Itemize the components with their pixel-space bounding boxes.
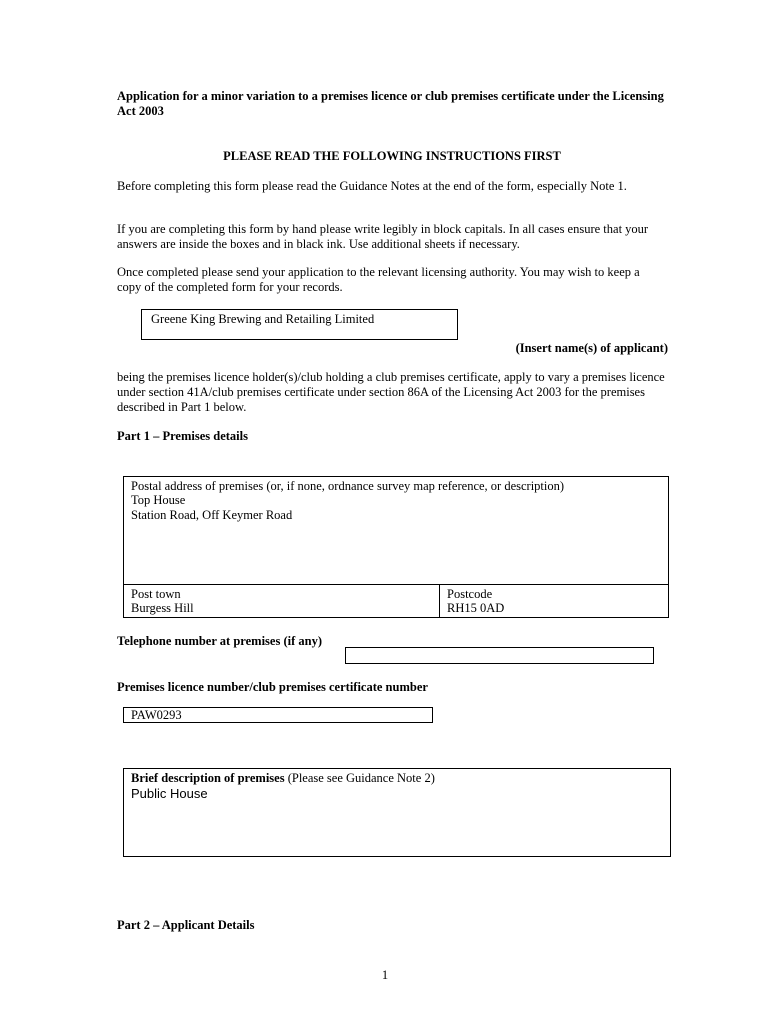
- premises-address-line1: Top House: [131, 493, 186, 507]
- applicant-statement: being the premises licence holder(s)/club holding a club premises certificate, apply to vary a premises licence under section 41A/club premises certificate under section 86A of the Licensing Act 2003 for the premises described in Part 1 below.: [117, 370, 665, 414]
- premises-address-box[interactable]: [123, 476, 669, 618]
- telephone-label: Telephone number at premises (if any): [117, 634, 322, 648]
- postcode-divider: [439, 584, 440, 617]
- applicant-name-value: Greene King Brewing and Retailing Limited: [151, 312, 375, 326]
- licence-number-field[interactable]: [123, 707, 433, 723]
- postcode-value: RH15 0AD: [447, 601, 505, 615]
- applicant-name-field[interactable]: [141, 309, 458, 340]
- description-value: Public House: [131, 786, 208, 801]
- telephone-field[interactable]: [345, 647, 654, 664]
- address-divider: [124, 584, 668, 585]
- postcode-label: Postcode: [447, 587, 493, 601]
- applicant-name-label: (Insert name(s) of applicant): [515, 341, 668, 355]
- page-number: 1: [381, 968, 389, 982]
- instruction-paragraph-3: Once completed please send your application to the relevant licensing authority. You may wish to keep a copy of the completed form for your records.: [117, 265, 640, 294]
- post-town-value: Burgess Hill: [131, 601, 194, 615]
- part2-heading: Part 2 – Applicant Details: [117, 918, 255, 932]
- licence-number-label: Premises licence number/club premises certificate number: [117, 680, 428, 694]
- post-town-label: Post town: [131, 587, 181, 601]
- premises-description-box[interactable]: [123, 768, 671, 857]
- instructions-heading: PLEASE READ THE FOLLOWING INSTRUCTIONS FIRST: [223, 149, 561, 163]
- instruction-paragraph-1: Before completing this form please read the Guidance Notes at the end of the form, especially Note 1.: [117, 179, 627, 193]
- licence-number-value: PAW0293: [131, 708, 182, 722]
- premises-address-label: Postal address of premises (or, if none, ordnance survey map reference, or description): [131, 479, 565, 493]
- description-note: (Please see Guidance Note 2): [287, 771, 435, 785]
- description-label: Brief description of premises: [131, 771, 285, 785]
- part1-heading: Part 1 – Premises details: [117, 429, 248, 443]
- instruction-paragraph-2: If you are completing this form by hand please write legibly in block capitals. In all cases ensure that your answers are inside the boxes and in black ink. Use additional sheets if necessary.: [117, 222, 649, 251]
- premises-address-line2: Station Road, Off Keymer Road: [131, 508, 293, 522]
- description-label-line: [131, 771, 661, 786]
- document-title: Application for a minor variation to a premises licence or club premises certificate under the Licensing Act 2003: [117, 89, 664, 118]
